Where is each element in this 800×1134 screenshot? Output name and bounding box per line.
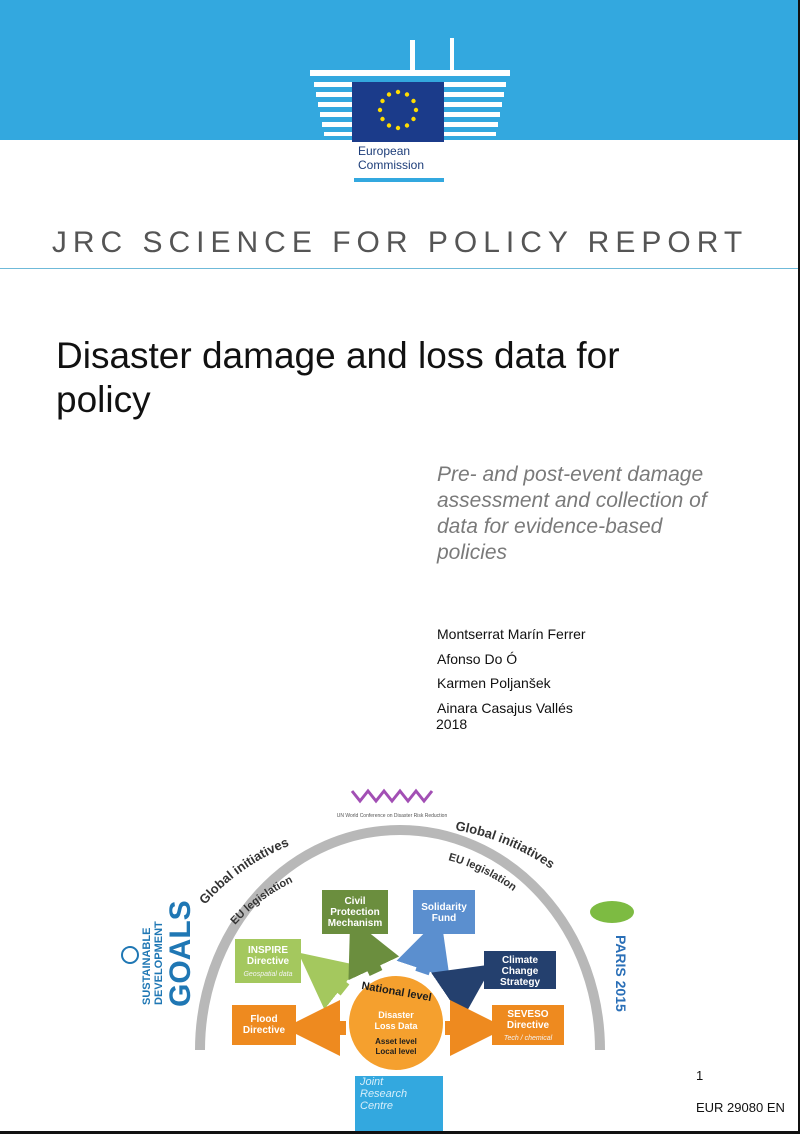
document-subtitle: Pre- and post-event damage assessment and collection of data for evidence-based policies xyxy=(437,463,707,564)
logo-underline xyxy=(354,178,444,182)
national-level-circle xyxy=(348,975,444,1071)
svg-text:Tech / chemical: Tech / chemical xyxy=(503,1035,553,1042)
svg-text:Civil: Civil xyxy=(344,896,366,907)
arc-label-eu-right: EU legislation xyxy=(447,851,519,894)
jrc-label xyxy=(360,1076,407,1112)
box-solidarity-fund xyxy=(413,890,475,934)
svg-text:Change: Change xyxy=(501,966,539,977)
svg-text:SEVESO: SEVESO xyxy=(507,1009,549,1020)
arrow-to-solidarity xyxy=(422,943,432,973)
svg-text:Strategy: Strategy xyxy=(499,977,541,988)
svg-text:Solidarity: Solidarity xyxy=(421,902,467,913)
center-line3: Asset level xyxy=(375,1037,417,1046)
author-name: Karmen Poljanšek xyxy=(437,675,551,691)
author-name: Afonso Do Ó xyxy=(437,650,518,667)
header-divider xyxy=(0,268,800,269)
svg-text:INSPIRE: INSPIRE xyxy=(247,945,289,956)
jrc-label-line2: Research xyxy=(360,1088,408,1100)
center-line2: Loss Data xyxy=(374,1021,418,1031)
arc-label-global-right: Global initiatives xyxy=(454,818,558,872)
svg-text:Climate: Climate xyxy=(501,955,539,966)
svg-text:Fund: Fund xyxy=(431,913,457,924)
publication-year: 2018 xyxy=(436,716,468,732)
svg-text:Geospatial data: Geospatial data xyxy=(243,971,293,978)
jrc-label-line3: Centre xyxy=(360,1100,394,1112)
logo-text xyxy=(358,144,424,172)
sdg-logo-line1: SUSTAINABLE xyxy=(141,927,153,1005)
svg-text:Directive: Directive xyxy=(506,1020,550,1031)
svg-text:Mechanism: Mechanism xyxy=(327,918,383,929)
report-type-heading: JRC SCIENCE FOR POLICY REPORT xyxy=(51,226,749,259)
center-title: National level xyxy=(360,979,433,1005)
paris-logo-text: PARIS 2015 xyxy=(613,935,629,1012)
sdg-logo-goals: GOALS xyxy=(164,900,197,1007)
arc-label-global-left: Global initiatives xyxy=(196,834,291,908)
sdg-logo-line2: DEVELOPMENT xyxy=(153,921,165,1005)
sdg-logo xyxy=(122,900,197,1007)
arc-label-eu-left: EU legislation xyxy=(228,873,295,928)
author-name: Montserrat Marín Ferrer xyxy=(437,626,586,642)
page-number: 1 xyxy=(696,1068,704,1083)
report-code: EUR 29080 EN xyxy=(696,1100,785,1115)
center-line1: Disaster xyxy=(378,1010,414,1020)
box-flood-directive xyxy=(232,1005,296,1045)
box-climate-change-strategy xyxy=(484,951,556,989)
center-line4: Local level xyxy=(375,1047,417,1056)
jrc-label-line1: Joint xyxy=(360,1076,384,1088)
arrow-to-civil xyxy=(362,943,376,973)
sendai-logo xyxy=(337,791,448,819)
author-name: Ainara Casajus Vallés xyxy=(437,699,573,716)
svg-text:Directive: Directive xyxy=(246,956,290,967)
logo-text-line2: Commission xyxy=(358,158,425,172)
svg-text:Directive: Directive xyxy=(242,1025,286,1036)
document-title: Disaster damage and loss data for policy xyxy=(56,335,620,420)
arrow-to-climate xyxy=(448,980,470,995)
box-inspire-directive xyxy=(235,939,301,983)
box-civil-protection xyxy=(322,890,388,934)
sendai-logo-text: UN World Conference on Disaster Risk Reduction xyxy=(336,813,448,819)
svg-text:Flood: Flood xyxy=(250,1014,278,1025)
svg-text:Protection: Protection xyxy=(330,907,380,918)
author-list xyxy=(437,622,586,720)
arrow-to-inspire xyxy=(320,970,345,990)
logo-text-line1: European xyxy=(358,144,411,158)
box-seveso-directive xyxy=(492,1005,564,1045)
